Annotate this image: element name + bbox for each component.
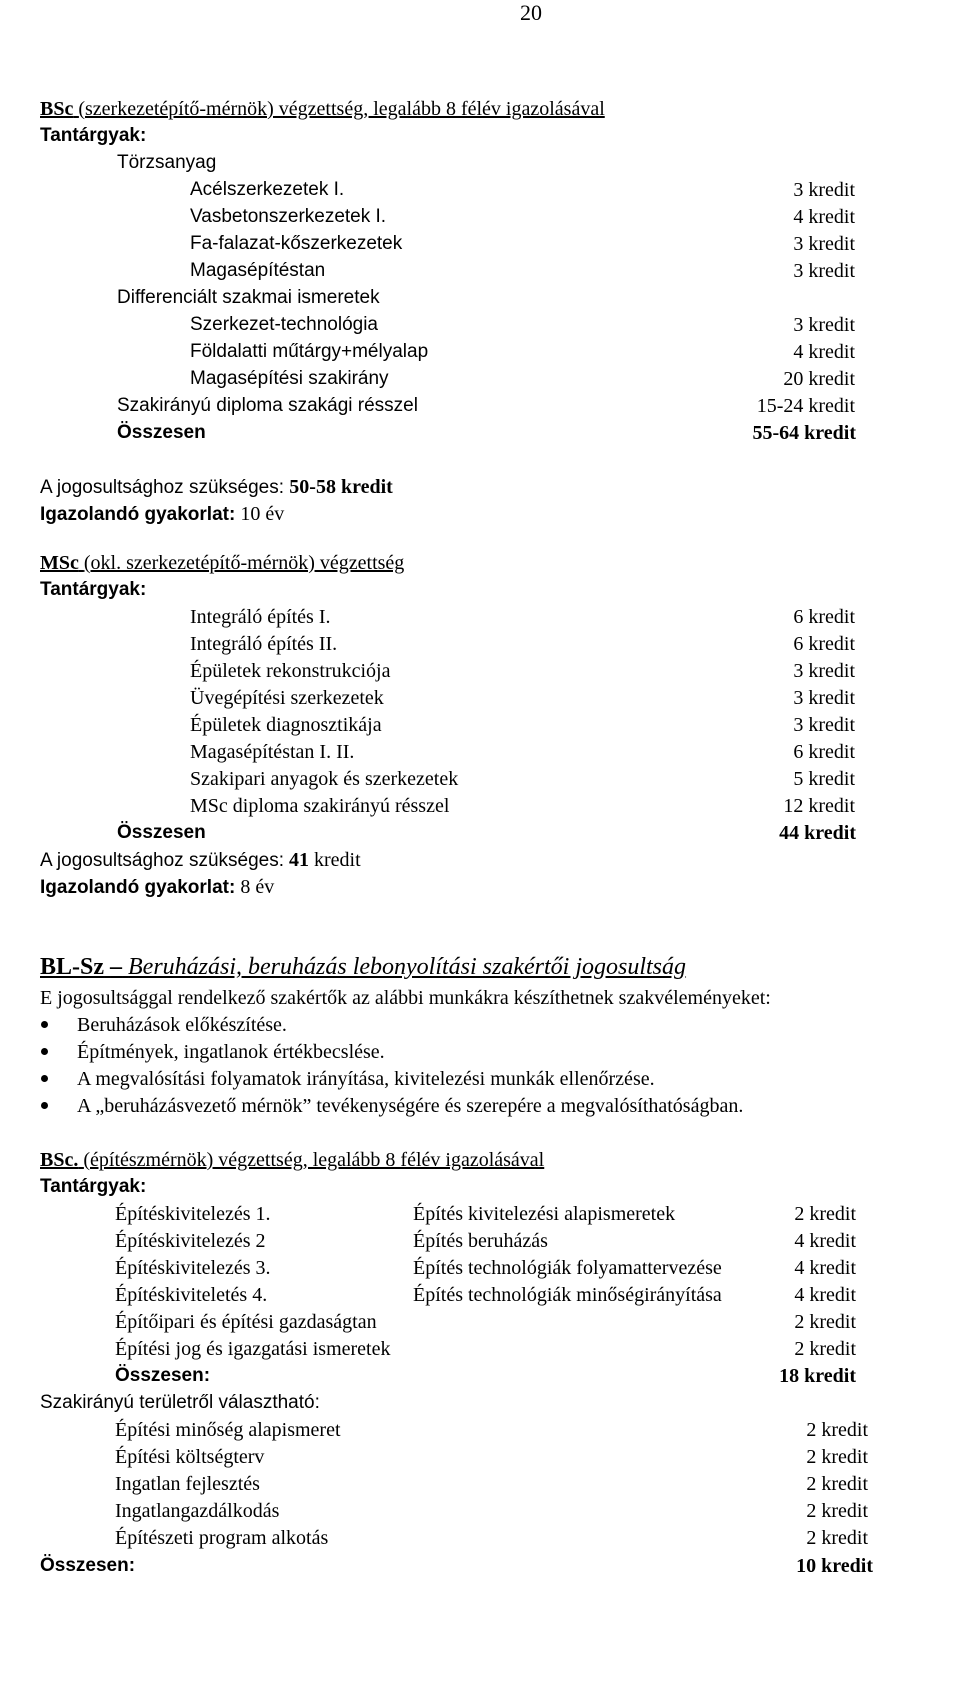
msc-subject-name: Integráló építés I. [190, 606, 331, 628]
msc-subject-name: Magasépítéstan I. II. [190, 741, 355, 763]
bsc-subjects-label: Tantárgyak: [40, 125, 147, 146]
bsc-heading [40, 99, 605, 119]
bsc-subject-credit: 3 kredit [793, 179, 855, 201]
blsz-bullet-item: A „beruházásvezető mérnök” tevékenységére és szerepére a megvalósíthatóságban. [77, 1095, 744, 1117]
bsc-subject-credit: 3 kredit [793, 314, 855, 336]
bsc-subject-name: Acélszerkezetek I. [190, 179, 345, 200]
blsz-subject-name: Építéskivitelezés 2 [115, 1230, 266, 1252]
blsz-subject-credit: 2 kredit [794, 1338, 856, 1360]
msc-subject-credit: 6 kredit [793, 606, 855, 628]
blsz-subject-credit: 4 kredit [794, 1257, 856, 1279]
page-number: 20 [520, 0, 542, 25]
msc-subjects-label: Tantárgyak: [40, 579, 147, 600]
bsc-subject-name: Fa-falazat-kőszerkezetek [190, 233, 403, 254]
bsc-subject-name: Szakirányú diploma szakági résszel [117, 395, 418, 416]
bsc-subject-name: Magasépítéstan [190, 260, 326, 281]
msc-practice-label: Igazolandó gyakorlat: [40, 877, 236, 898]
blsz-subject-name: Építőipari és építési gazdaságtan [115, 1311, 377, 1333]
blsz-bsc-heading-rest: (építészmérnök) végzettség, legalább 8 félév igazolásával [83, 1149, 545, 1171]
blsz-subject-desc: Építés kivitelezési alapismeretek [413, 1203, 676, 1225]
bsc-total-value: 55-64 kredit [752, 422, 856, 444]
bsc-heading-bold: BSc [40, 98, 74, 120]
bsc-subject-credit: 3 kredit [793, 260, 855, 282]
blsz-subject-credit: 4 kredit [794, 1230, 856, 1252]
msc-subject-name: Integráló építés II. [190, 633, 338, 655]
bsc-group2-label: Differenciált szakmai ismeretek [117, 287, 380, 308]
msc-subject-credit: 5 kredit [793, 768, 855, 790]
bullet-dot [41, 1021, 48, 1028]
msc-subject-credit: 3 kredit [793, 714, 855, 736]
msc-subject-name: Épületek rekonstrukciója [190, 660, 391, 682]
blsz-title-code: BL-Sz [40, 954, 105, 980]
msc-subject-credit: 12 kredit [783, 795, 855, 817]
bsc-subject-credit: 4 kredit [793, 206, 855, 228]
bsc-practice [40, 504, 284, 524]
blsz-elective-credit: 2 kredit [806, 1446, 868, 1468]
bsc-subject-credit: 3 kredit [793, 233, 855, 255]
bsc-heading-rest: (szerkezetépítő-mérnök) végzettség, legalább 8 félév igazolásával [78, 98, 605, 120]
bsc-subject-credit: 20 kredit [783, 368, 855, 390]
blsz-bsc-heading [40, 1150, 544, 1170]
bsc-practice-label: Igazolandó gyakorlat: [40, 504, 236, 525]
bullet-dot [41, 1048, 48, 1055]
msc-subject-credit: 6 kredit [793, 633, 855, 655]
blsz-subjects-label: Tantárgyak: [40, 1176, 147, 1197]
blsz-elective-name: Ingatlan fejlesztés [115, 1473, 260, 1495]
blsz-elective-total-value: 10 kredit [796, 1555, 873, 1577]
blsz-elective-name: Építési minőség alapismeret [115, 1419, 341, 1441]
blsz-title-dash: – [110, 954, 123, 980]
blsz-subject-name: Építési jog és igazgatási ismeretek [115, 1338, 391, 1360]
blsz-subject-name: Építéskivitelezés 1. [115, 1203, 271, 1225]
blsz-intro: E jogosultsággal rendelkező szakértők az alábbi munkákra készíthetnek szakvéleményeket: [40, 987, 771, 1009]
msc-subject-name: Üvegépítési szerkezetek [190, 687, 384, 709]
bsc-subject-name: Magasépítési szakirány [190, 368, 389, 389]
blsz-bullet-item: Beruházások előkészítése. [77, 1014, 287, 1036]
bsc-subject-name: Szerkezet-technológia [190, 314, 378, 335]
msc-subject-name: Szakipari anyagok és szerkezetek [190, 768, 459, 790]
msc-subject-credit: 3 kredit [793, 660, 855, 682]
bsc-subject-name: Vasbetonszerkezetek I. [190, 206, 387, 227]
blsz-subject-desc: Építés technológiák folyamattervezése [413, 1257, 722, 1279]
blsz-title [40, 955, 686, 979]
msc-heading-rest: (okl. szerkezetépítő-mérnök) végzettség [83, 552, 405, 574]
blsz-elective-label: Szakirányú területről választható: [40, 1392, 320, 1413]
bullet-dot [41, 1102, 48, 1109]
blsz-elective-credit: 2 kredit [806, 1500, 868, 1522]
blsz-subject-name: Építéskiviteletés 4. [115, 1284, 268, 1306]
bullet-dot [41, 1075, 48, 1082]
blsz-elective-credit: 2 kredit [806, 1419, 868, 1441]
blsz-bullet-item: A megvalósítási folyamatok irányítása, kivitelezési munkák ellenőrzése. [77, 1068, 655, 1090]
blsz-elective-name: Építészeti program alkotás [115, 1527, 329, 1549]
msc-total-label: Összesen [117, 822, 206, 843]
blsz-elective-name: Építési költségterv [115, 1446, 265, 1468]
blsz-subject-credit: 2 kredit [794, 1203, 856, 1225]
bsc-total-label: Összesen [117, 422, 206, 443]
msc-practice-value: 8 év [240, 876, 275, 898]
bsc-practice-value: 10 év [240, 503, 285, 525]
msc-heading [40, 553, 404, 573]
blsz-elective-credit: 2 kredit [806, 1473, 868, 1495]
msc-required [40, 850, 361, 870]
blsz-total-label: Összesen: [115, 1365, 211, 1386]
bsc-subject-name: Földalatti műtárgy+mélyalap [190, 341, 429, 362]
msc-subject-name: Épületek diagnosztikája [190, 714, 382, 736]
blsz-subject-name: Építéskivitelezés 3. [115, 1257, 271, 1279]
msc-required-label: A jogosultsághoz szükséges: [40, 850, 284, 871]
bsc-subject-credit: 4 kredit [793, 341, 855, 363]
msc-subject-credit: 6 kredit [793, 741, 855, 763]
msc-required-value: 41 [289, 849, 309, 871]
blsz-subject-credit: 2 kredit [794, 1311, 856, 1333]
msc-required-unit: kredit [314, 849, 361, 871]
blsz-elective-total-label: Összesen: [40, 1555, 136, 1576]
blsz-elective-name: Ingatlangazdálkodás [115, 1500, 280, 1522]
bsc-required [40, 477, 393, 497]
blsz-bullet-item: Építmények, ingatlanok értékbecslése. [77, 1041, 385, 1063]
blsz-total-value: 18 kredit [779, 1365, 856, 1387]
msc-subject-name: MSc diploma szakirányú résszel [190, 795, 450, 817]
msc-subject-credit: 3 kredit [793, 687, 855, 709]
blsz-title-rest: Beruházási, beruházás lebonyolítási szakértői jogosultság [128, 954, 687, 980]
blsz-subject-desc: Építés beruházás [413, 1230, 548, 1252]
blsz-subject-desc: Építés technológiák minőségirányítása [413, 1284, 722, 1306]
bsc-required-label: A jogosultsághoz szükséges: [40, 477, 284, 498]
bsc-group1-label: Törzsanyag [117, 152, 217, 173]
bsc-required-value: 50-58 kredit [289, 476, 393, 498]
blsz-bsc-heading-bold: BSc. [40, 1149, 79, 1171]
msc-total-value: 44 kredit [779, 822, 856, 844]
blsz-elective-credit: 2 kredit [806, 1527, 868, 1549]
bsc-subject-credit: 15-24 kredit [756, 395, 855, 417]
msc-heading-bold: MSc [40, 552, 79, 574]
blsz-subject-credit: 4 kredit [794, 1284, 856, 1306]
msc-practice [40, 877, 274, 897]
